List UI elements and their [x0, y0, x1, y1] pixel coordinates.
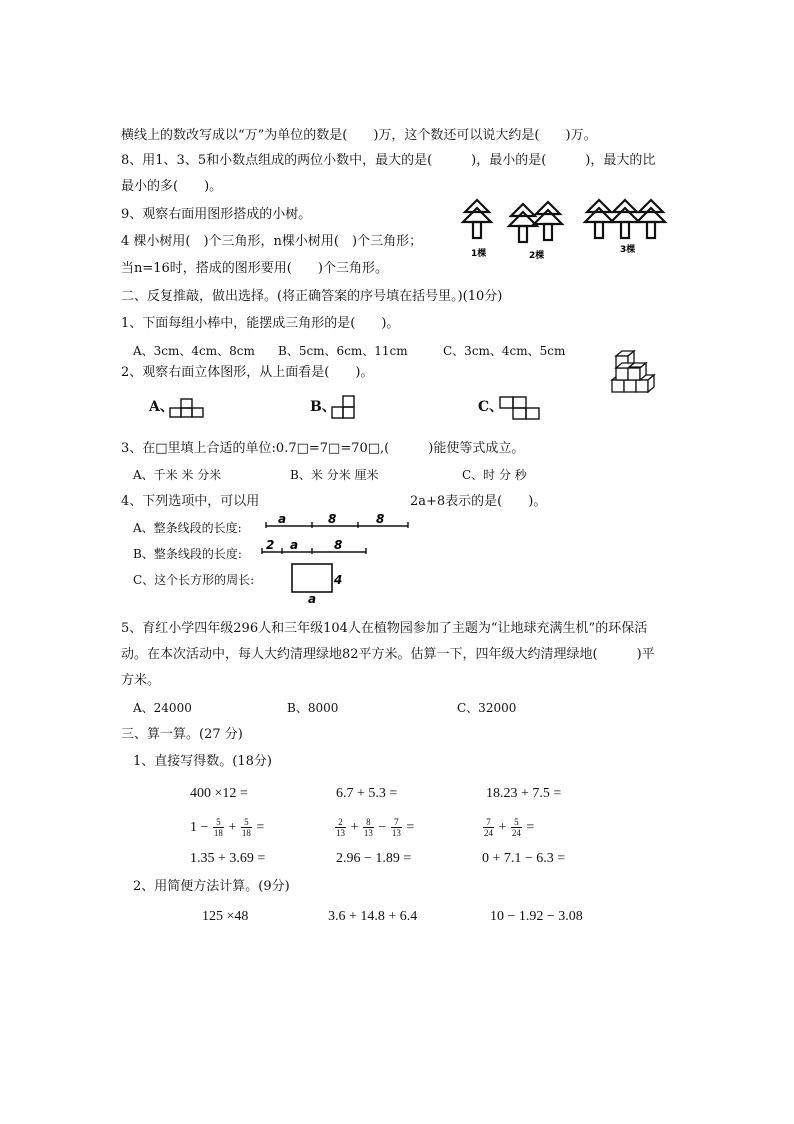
q5-option-a: A、24000	[133, 701, 192, 715]
tree-label-2: 2棵	[529, 251, 545, 261]
q4-text-a: 4、下列选项中，可以用	[121, 494, 260, 509]
rectangle-figure	[288, 562, 348, 604]
calc-3-1: 1.35 + 3.69 =	[190, 851, 266, 866]
question-8-line1: 8、用1、3、5和小数点组成的两位小数中，最大的是( )，最小的是( )，最大的比	[121, 153, 656, 168]
q3-option-a: A、千米 米 分米	[133, 468, 222, 482]
question-9-line2: 4 棵小树用( )个三角形，n棵小树用( )个三角形；	[121, 234, 423, 249]
segment-b-label-2: a	[290, 538, 299, 552]
calc-2-2: $\frac{2}{13}$ + $\frac{8}{13}$ − $\frac{7}{13}$ =	[336, 817, 415, 839]
section-2-title: 二、反复推敲，做出选择。(将正确答案的序号填在括号里。)(10分)	[121, 289, 503, 304]
q5-line3: 方米。	[121, 673, 161, 688]
section-3-sub2: 2、用简便方法计算。(9分)	[133, 879, 290, 894]
q5-line2: 动。在本次活动中，每人大约清理绿地82平方米。估算一下，四年级大约清理绿地( )平	[121, 647, 655, 662]
tree-icon	[463, 200, 491, 238]
section-3-title: 三、算一算。(27 分)	[121, 727, 243, 742]
segment-a-label-1: a	[278, 512, 287, 526]
segment-b	[258, 537, 370, 557]
calc-4-3: 10 − 1.92 − 3.08	[490, 909, 583, 924]
question-8-line2: 最小的多( )。	[121, 179, 223, 194]
q1-option-c: C、3cm、4cm、5cm	[443, 344, 566, 358]
q1-text: 1、下面每组小棒中，能摆成三角形的是( )。	[121, 316, 400, 331]
question-9-title: 9、观察右面用图形搭成的小树。	[121, 207, 312, 222]
tree-icon	[611, 200, 639, 238]
q2-shape-a	[170, 398, 206, 418]
calc-2-1: 1 − $\frac{5}{18}$ + $\frac{5}{18}$ =	[190, 817, 265, 839]
segment-a	[262, 511, 412, 531]
q5-option-c: C、32000	[457, 701, 517, 715]
segment-b-label-1: 2	[266, 538, 275, 552]
q3-option-b: B、米 分米 厘米	[290, 468, 379, 482]
q2-option-b: B、	[310, 399, 336, 415]
segment-a-label-2: 8	[328, 512, 337, 526]
q4-option-b: B、整条线段的长度:	[133, 547, 242, 561]
question-9-line3: 当n=16时，搭成的图形要用( )个三角形。	[121, 261, 388, 276]
section-3-sub1: 1、直接写得数。(18分)	[133, 754, 272, 769]
calc-4-2: 3.6 + 14.8 + 6.4	[328, 909, 418, 924]
calc-2-3: $\frac{7}{24}$ + $\frac{5}{24}$ =	[484, 817, 535, 839]
q1-option-b: B、5cm、6cm、11cm	[278, 344, 408, 358]
calc-1-2: 6.7 + 5.3 =	[336, 786, 398, 801]
tree-icon	[534, 202, 562, 240]
cubes-figure	[604, 350, 664, 408]
q4-text-b: 2a+8表示的是( )。	[410, 494, 547, 509]
segment-b-label-3: 8	[334, 538, 343, 552]
trees-figure	[455, 196, 675, 266]
q2-shape-b	[330, 396, 356, 420]
rect-side-label: 4	[334, 573, 343, 587]
q2-option-c: C、	[478, 399, 504, 415]
q4-option-a: A、整条线段的长度:	[133, 521, 242, 535]
segment-a-label-3: 8	[376, 512, 385, 526]
calc-1-1: 400 ×12 =	[190, 786, 248, 801]
calc-3-2: 2.96 − 1.89 =	[336, 851, 412, 866]
q4-option-c: C、这个长方形的周长:	[133, 573, 255, 587]
tree-label-3: 3棵	[620, 245, 636, 255]
q5-option-b: B、8000	[287, 701, 339, 715]
tree-label-1: 1棵	[471, 249, 487, 259]
q2-shape-c	[499, 396, 541, 420]
q3-option-c: C、时 分 秒	[462, 468, 527, 482]
calc-4-1: 125 ×48	[202, 909, 249, 924]
tree-icon	[509, 204, 537, 242]
calc-1-3: 18.23 + 7.5 =	[486, 786, 562, 801]
tree-icon	[637, 200, 665, 238]
q3-text: 3、在□里填上合适的单位:0.7□=7□=70□,( )能使等式成立。	[121, 441, 525, 456]
rect-bottom-label: a	[308, 592, 317, 606]
q5-line1: 5、育红小学四年级296人和三年级104人在植物园参加了主题为“让地球充满生机”的环保活	[121, 621, 648, 636]
q1-option-a: A、3cm、4cm、8cm	[133, 344, 255, 358]
tree-icon	[585, 200, 613, 238]
question-7-tail: 横线上的数改写成以“万”为单位的数是( )万，这个数还可以说大约是( )万。	[121, 128, 597, 143]
q2-text: 2、观察右面立体图形，从上面看是( )。	[121, 365, 374, 380]
calc-3-3: 0 + 7.1 − 6.3 =	[482, 851, 566, 866]
q2-option-a: A、	[149, 399, 174, 415]
